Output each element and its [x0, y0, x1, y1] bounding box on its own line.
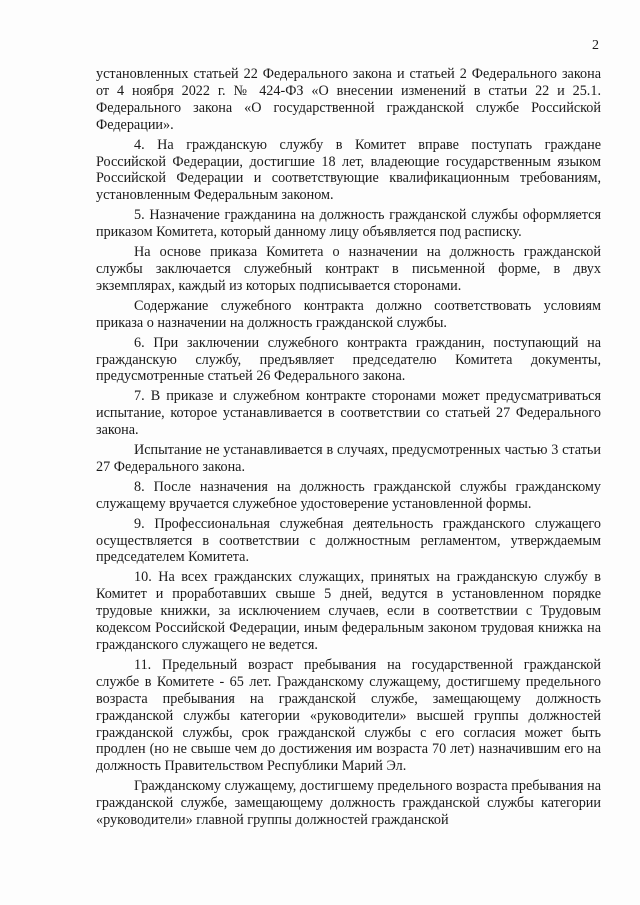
document-body	[96, 66, 601, 829]
paragraph: 10. На всех гражданских служащих, принятых на гражданскую службу в Комитет и проработавших свыше 5 дней, ведутся в установленном порядке трудовые книжки, за исключением случаев, если в соответствии с Трудовым кодексом Российской Федерации, иным федеральным законом трудовая книжка на гражданского служащего не ведется.	[96, 569, 601, 653]
paragraph: 8. После назначения на должность гражданской службы гражданскому служащему вручается служебное удостоверение установленной формы.	[96, 478, 601, 512]
paragraph: 9. Профессиональная служебная деятельность гражданского служащего осуществляется в соответствии с должностным регламентом, утверждаемым председателем Комитета.	[96, 515, 601, 566]
paragraph: Содержание служебного контракта должно соответствовать условиям приказа о назначении на должность гражданской службы.	[96, 297, 601, 331]
paragraph: Испытание не устанавливается в случаях, предусмотренных частью 3 статьи 27 Федерального закона.	[96, 442, 601, 475]
page-number: 2	[592, 38, 599, 53]
paragraph: установленных статьей 22 Федерального закона и статьей 2 Федерального закона от 4 ноября 2022 г. № 424-ФЗ «О внесении изменений в статьи 22 и 25.1. Федерального закона «О государственной гражданской службе Российской Федерации».	[96, 66, 601, 133]
paragraph: 7. В приказе и служебном контракте сторонами может предусматриваться испытание, которое устанавливается в соответствии со статьей 27 Федерального закона.	[96, 388, 601, 439]
paragraph: 5. Назначение гражданина на должность гражданской службы оформляется приказом Комитета, который данному лицу объявляется под расписку.	[96, 207, 601, 241]
paragraph: 4. На гражданскую службу в Комитет вправе поступать граждане Российской Федерации, достигшие 18 лет, владеющие государственным языком Российской Федерации и соответствующие квалификационным требованиям, установленным Федеральным законом.	[96, 136, 601, 204]
paragraph: Гражданскому служащему, достигшему предельного возраста пребывания на гражданской службе, замещающему должность гражданской службы категории «руководители» главной группы должностей гражданской	[96, 778, 601, 829]
paragraph: 11. Предельный возраст пребывания на государственной гражданской службе в Комитете - 65 лет. Гражданскому служащему, достигшему предельного возраста пребывания на гражданской службе, замещающему должность гражданской службы категории «руководители» высшей группы должностей гражданской службы, срок гражданской службы с его согласия может быть продлен (но не свыше чем до достижения им возраста 70 лет) назначившим его на должность Правительством Республики Марий Эл.	[96, 656, 601, 775]
paragraph: На основе приказа Комитета о назначении на должность гражданской службы заключается служебный контракт в письменной форме, в двух экземплярах, каждый из которых подписывается сторонами.	[96, 244, 601, 294]
paragraph: 6. При заключении служебного контракта гражданин, поступающий на гражданскую службу, предъявляет председателю Комитета документы, предусмотренные статьей 26 Федерального закона.	[96, 334, 601, 385]
